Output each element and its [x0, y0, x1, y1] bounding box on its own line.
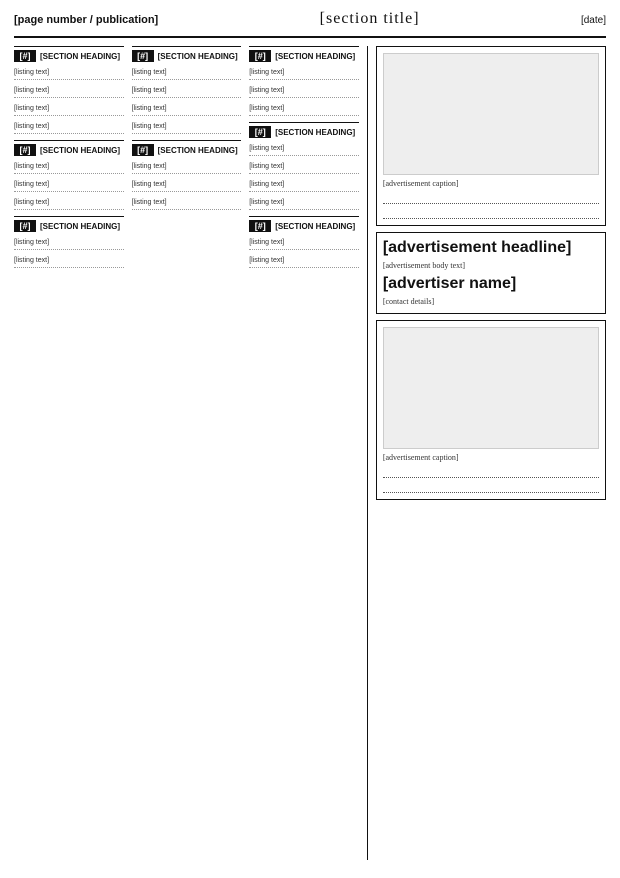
listing-column-1 [14, 46, 124, 860]
classified-listing: [listing text] [14, 198, 124, 210]
classified-listing: [listing text] [249, 68, 359, 80]
section-number: [#] [132, 50, 154, 62]
advertiser-name: [advertiser name] [382, 275, 517, 292]
section-title: [SECTION HEADING] [157, 51, 238, 61]
section-title: [SECTION HEADING] [275, 221, 356, 231]
form-line [383, 482, 599, 493]
classified-listing: [listing text] [249, 238, 359, 250]
classified-listing: [listing text] [132, 198, 242, 210]
form-line [383, 208, 599, 219]
advertisement-body: [advertisement body text] [382, 261, 466, 270]
advertisement-top-caption: [advertisement caption] [382, 179, 459, 188]
form-line [383, 467, 599, 478]
section-number: [#] [249, 220, 271, 232]
section-title: [SECTION HEADING] [40, 51, 120, 61]
section-header [249, 216, 359, 232]
section-number: [#] [14, 220, 36, 232]
section-header [249, 122, 359, 138]
section-number: [#] [249, 126, 271, 138]
classified-listing: [listing text] [132, 104, 242, 116]
advertisement-illustration [383, 327, 599, 449]
classified-listing: [listing text] [249, 256, 359, 268]
classified-listing: [listing text] [249, 162, 359, 174]
section-title: [SECTION HEADING] [275, 127, 356, 137]
classified-listing: [listing text] [14, 180, 124, 192]
listing-column-2 [132, 46, 242, 860]
classified-listing: [listing text] [249, 104, 359, 116]
section-title: [SECTION HEADING] [157, 145, 238, 155]
section-number: [#] [14, 50, 36, 62]
classified-listing: [listing text] [14, 238, 124, 250]
masthead [14, 10, 606, 38]
section-title: [SECTION HEADING] [275, 51, 356, 61]
section-title: [SECTION HEADING] [40, 221, 120, 231]
classified-listing: [listing text] [14, 162, 124, 174]
classified-listing: [listing text] [249, 180, 359, 192]
advertisement-bottom [376, 320, 606, 500]
masthead-left: [page number / publication] [14, 14, 159, 26]
classified-listing: [listing text] [14, 86, 124, 98]
section-header [132, 46, 242, 62]
classified-listing: [listing text] [14, 122, 124, 134]
classified-listing: [listing text] [132, 162, 242, 174]
advertisement-main [376, 232, 606, 314]
section-title: [SECTION HEADING] [40, 145, 120, 155]
classified-listing: [listing text] [249, 144, 359, 156]
masthead-date: [date] [580, 15, 606, 26]
section-header [14, 216, 124, 232]
advertisement-illustration [383, 53, 599, 175]
advertisement-headline: [advertisement headline] [382, 239, 572, 256]
advertisement-column [367, 46, 606, 860]
classified-listing: [listing text] [132, 86, 242, 98]
classified-listing: [listing text] [249, 86, 359, 98]
form-line [383, 193, 599, 204]
classified-listing: [listing text] [132, 68, 242, 80]
classified-listing: [listing text] [132, 180, 242, 192]
advertisement-bottom-caption: [advertisement caption] [382, 453, 459, 462]
section-number: [#] [249, 50, 271, 62]
classified-listing: [listing text] [14, 104, 124, 116]
section-header [249, 46, 359, 62]
section-number: [#] [132, 144, 154, 156]
page-body [14, 46, 606, 860]
section-header [14, 46, 124, 62]
classified-listing: [listing text] [132, 122, 242, 134]
advertiser-contact: [contact details] [382, 297, 435, 306]
section-header [132, 140, 242, 156]
classified-listing: [listing text] [14, 68, 124, 80]
classified-listing: [listing text] [14, 256, 124, 268]
section-header [14, 140, 124, 156]
listing-column-3 [249, 46, 359, 860]
masthead-title: [section title] [319, 10, 420, 27]
classified-listing: [listing text] [249, 198, 359, 210]
advertisement-top [376, 46, 606, 226]
section-number: [#] [14, 144, 36, 156]
